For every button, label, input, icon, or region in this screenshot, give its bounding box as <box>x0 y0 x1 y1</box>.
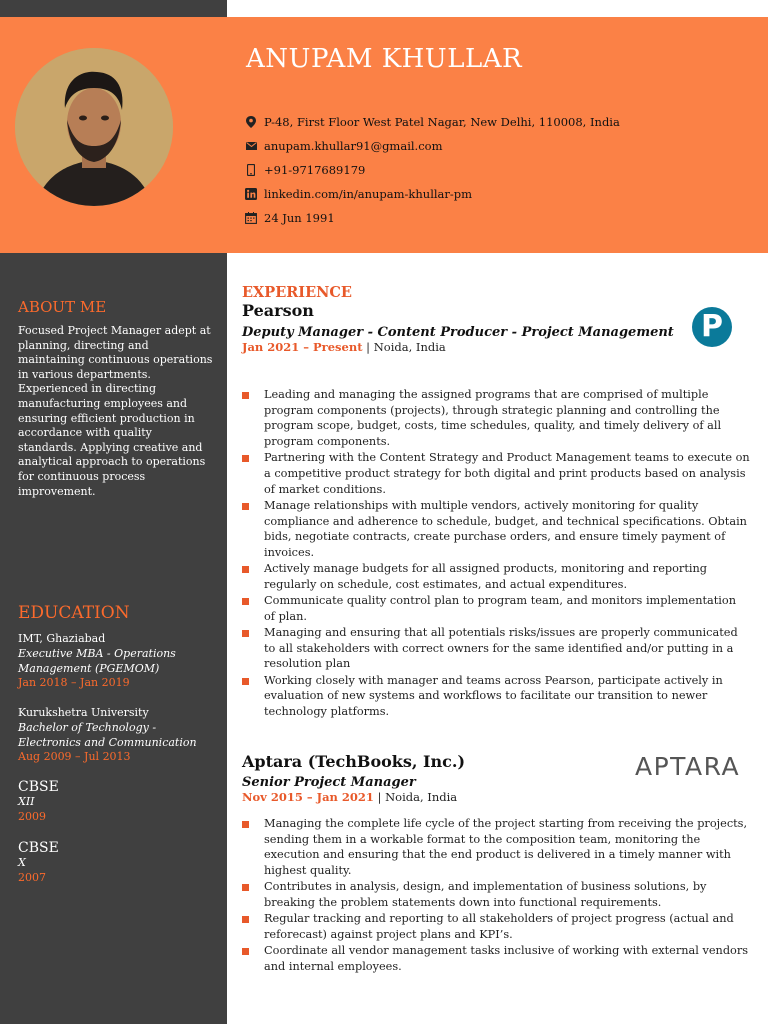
job-location: | Noida, India <box>377 790 458 804</box>
education-heading: EDUCATION <box>18 603 130 623</box>
location-pin-icon <box>244 115 258 129</box>
aptara-logo: APTARA <box>635 752 741 781</box>
education-date: 2007 <box>18 870 46 884</box>
contact-address <box>244 110 620 134</box>
list-item: Communicate quality control plan to program team, and monitors implementation of plan. <box>242 593 750 624</box>
company-name: Pearson <box>242 301 314 320</box>
job-role: Senior Project Manager <box>242 775 416 790</box>
mobile-phone-icon <box>244 163 258 177</box>
linkedin-link[interactable]: linkedin.com/in/anupam-khullar-pm <box>264 187 473 201</box>
job-dates <box>242 790 750 804</box>
linkedin-icon <box>244 187 258 201</box>
list-item: Coordinate all vendor management tasks inclusive of working with external vendors and internal employees. <box>242 943 750 974</box>
contact-linkedin <box>244 182 620 206</box>
list-item: Manage relationships with multiple vendors, actively monitoring for quality compliance and adherence to schedule, budget, and technical specifications. Obtain bids, negotiate contracts, create purchase orders, and ensure timely payment of invoices. <box>242 498 750 561</box>
company-name: Aptara (TechBooks, Inc.) <box>242 752 466 771</box>
education-institution: Kurukshetra University <box>18 706 149 719</box>
list-item: Actively manage budgets for all assigned products, monitoring and reporting regularly on schedule, cost estimates, and actual expenditures. <box>242 561 750 592</box>
education-degree: XII <box>18 794 35 808</box>
education-item <box>18 706 214 765</box>
envelope-icon <box>244 139 258 153</box>
list-item: Regular tracking and reporting to all stakeholders of project progress (actual and reforecast) against project plans and KPI’s. <box>242 911 750 942</box>
list-item: Leading and managing the assigned programs that are comprised of multiple program components (projects), through strategic planning and controlling the program scope, budget, costs, time schedules, quality, and timely delivery of all program components. <box>242 387 750 450</box>
job-bullets <box>242 387 750 720</box>
profile-photo <box>15 48 173 206</box>
about-section <box>18 298 214 499</box>
list-item: Working closely with manager and teams across Pearson, participate actively in evaluation of new systems and workflows to facilitate our transition to newer technology platforms. <box>242 673 750 720</box>
education-date: Jan 2018 – Jan 2019 <box>18 676 130 690</box>
job-dates <box>242 340 750 354</box>
education-degree: Executive MBA - Operations Management (PGEMOM) <box>18 646 176 675</box>
job-date-range: Jan 2021 – Present <box>242 340 363 354</box>
experience-section <box>242 284 750 354</box>
experience-heading: EXPERIENCE <box>242 284 352 301</box>
education-section <box>18 603 214 623</box>
education-institution: IMT, Ghaziabad <box>18 632 106 645</box>
address-text: P-48, First Floor West Patel Nagar, New Delhi, 110008, India <box>264 115 620 129</box>
list-item: Managing and ensuring that all potentials risks/issues are properly communicated to all stakeholders with correct owners for the same identified and/or putting in a resolution plan <box>242 625 750 672</box>
job-location: | Noida, India <box>366 340 446 354</box>
job-bullets <box>242 816 750 975</box>
candidate-name: ANUPAM KHULLAR <box>246 44 523 74</box>
education-institution: CBSE <box>18 840 59 856</box>
education-degree: X <box>18 855 26 869</box>
education-institution: CBSE <box>18 779 59 795</box>
email-link[interactable]: anupam.khullar91@gmail.com <box>264 139 443 153</box>
list-item: Contributes in analysis, design, and implementation of business solutions, by breaking the problem statements down into functional requirements. <box>242 879 750 910</box>
dob-text: 24 Jun 1991 <box>264 211 335 225</box>
contact-dob <box>244 206 620 230</box>
education-item <box>18 841 214 885</box>
about-heading: ABOUT ME <box>18 298 107 316</box>
calendar-icon <box>244 211 258 225</box>
contact-info <box>244 110 620 230</box>
list-item: Partnering with the Content Strategy and Product Management teams to execute on a competitive product strategy for both digital and print products based on analysis of market conditions. <box>242 450 750 497</box>
phone-text: +91-9717689179 <box>264 163 366 177</box>
pearson-logo: P <box>692 307 732 347</box>
education-date: Aug 2009 – Jul 2013 <box>18 750 131 764</box>
education-degree: Bachelor of Technology - Electronics and Communication <box>18 720 197 749</box>
education-item <box>18 780 214 824</box>
job-role: Deputy Manager - Content Producer - Project Management <box>242 325 674 340</box>
job-date-range: Nov 2015 – Jan 2021 <box>242 790 374 804</box>
about-text: Focused Project Manager adept at planning, directing and maintaining continuous operations in various departments. Experienced in directing manufacturing employees and ensuring efficient production in accordance with quality standards. Applying creative and analytical approach to operations for continuous process improvement. <box>18 324 213 498</box>
contact-phone <box>244 158 620 182</box>
education-item <box>18 632 214 691</box>
education-date: 2009 <box>18 809 46 823</box>
list-item: Managing the complete life cycle of the project starting from receiving the projects, sending them in a workable format to the composition team, monitoring the execution and ensuring that the end product is delivered in a timely manner with highest quality. <box>242 816 750 879</box>
contact-email <box>244 134 620 158</box>
